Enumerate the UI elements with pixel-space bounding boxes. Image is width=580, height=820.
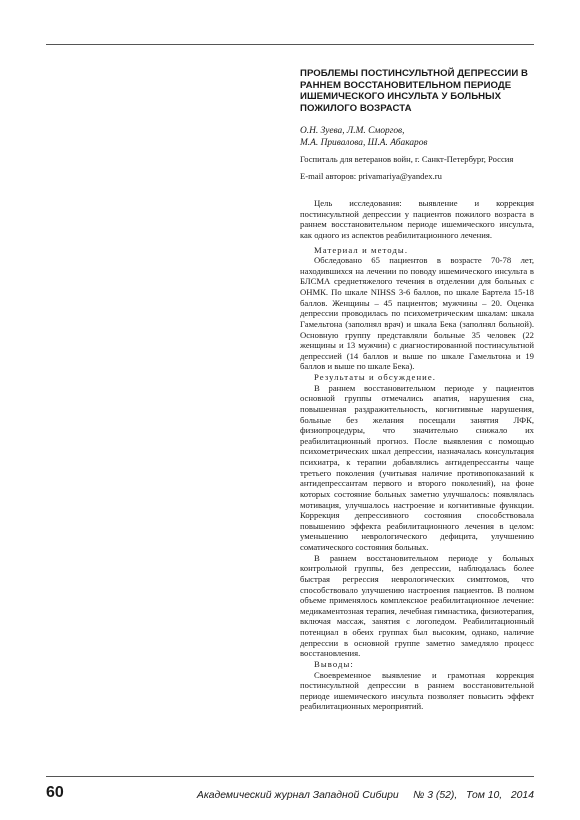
author-email: E-mail авторов: privamariya@yandex.ru bbox=[300, 171, 442, 181]
conclusions-paragraph: Своевременное выявление и грамотная коррекция постинсультной депрессии в раннем восстановительной периоде ишемического инсульта позволяет повысить эффект реабилитационных мероприятий. bbox=[300, 669, 534, 712]
authors-line: О.Н. Зуева, Л.М. Сморгов, bbox=[300, 126, 405, 136]
results-paragraph-2: В раннем восстановительном периоде у больных контрольной группы, без депрессии, наблюдалась более быстрая регрессия неврологических симптомов, что способствовало улучшению настроения пациентов. В полном объеме применялось комплексное реабилитационное лечение: медикаментозная терапия, лечебная гимнастика, физиотерапия, включая массаж, занятия с логопедом. Реабилитационный потенциал в обеих группах был высоким, однако, наличие депрессии в основной группе заметно замедляло процесс восстановления. bbox=[300, 552, 534, 659]
journal-volume: Том 10, bbox=[465, 790, 503, 801]
results-heading: Результаты и обсуждение. bbox=[314, 372, 437, 382]
journal-issue: № 3 (52), bbox=[413, 790, 458, 801]
results-paragraph: В раннем восстановительном периоде у пациентов основной группы отмечались апатия, нарушения сна, повышенная раздражительность, когнитивные нарушения, больные без желания посещали занятия ЛФК, физиопроцедуры, что значительно снижало их реабилитационный прогноз. После выявления с помощью психометрических шкал депрессии, назначалась консультация психиатра, к терапии добавлялись антидепрессанты чаще третьего поколения (учитывая наличие противопоказаний к антидепрессантам первого и второго поколений), на фоне которых состояние больных заметно улучшалось: появлялась мотивация, улучшалось настроение и когнитивные функции. Коррекция депрессивного состояния способствовала повышению эффекта реабилитационного лечения в целом: уменьшению неврологического дефицита, улучшению соматического состояния больных. bbox=[300, 382, 534, 552]
journal-footer bbox=[178, 790, 534, 801]
conclusions-heading: Выводы: bbox=[314, 658, 354, 669]
bottom-divider bbox=[46, 776, 534, 777]
article-title: ПРОБЛЕМЫ ПОСТИНСУЛЬТНОЙ ДЕПРЕССИИ В РАННЕМ ВОССТАНОВИТЕЛЬНОМ ПЕРИОДЕ ИШЕМИЧЕСКОГО ИНСУЛЬТА У БОЛЬНЫХ ПОЖИЛОГО ВОЗРАСТА bbox=[300, 68, 528, 114]
journal-year: 2014 bbox=[510, 790, 534, 801]
journal-name: Академический журнал Западной Сибири bbox=[196, 790, 399, 801]
authors-line: М.А. Привалова, Ш.А. Абакаров bbox=[300, 137, 428, 148]
top-divider bbox=[46, 44, 534, 45]
methods-heading: Материал и методы. bbox=[314, 244, 409, 255]
aim-paragraph: Цель исследования: выявление и коррекция постинсультной депрессии у пациентов пожилого возраста в раннем восстановительном периоде ишемического инсульта, как одного из аспектов реабилитационного лечения. bbox=[300, 198, 534, 240]
abstract-body bbox=[300, 198, 534, 712]
page-number: 60 bbox=[46, 784, 64, 801]
authors bbox=[300, 126, 540, 149]
affiliation: Госпиталь для ветеранов войн, г. Санкт-Петербург, Россия bbox=[300, 154, 514, 164]
methods-paragraph: Обследовано 65 пациентов в возрасте 70-78 лет, находившихся на лечении по поводу ишемического инсульта в БЛСМА среднетяжелого течения в отделении для больных с ОНМК. По шкале NIHSS 3-6 баллов, по шкале Бартела 15-18 баллов. Женщины – 45 пациентов; мужчины – 20. Оценка депрессии проводилась по психометрическим шкалам: шкала Гамельтона (заполнял врач) и шкала Бека (заполнял больной). Основную группу представляли больные 35 человек (22 женщины и 13 мужчин) с диагностированной постинсультной депрессией (14 баллов и выше по шкале Гамельтона и 19 баллов и выше по шкале Бека). bbox=[300, 255, 534, 372]
